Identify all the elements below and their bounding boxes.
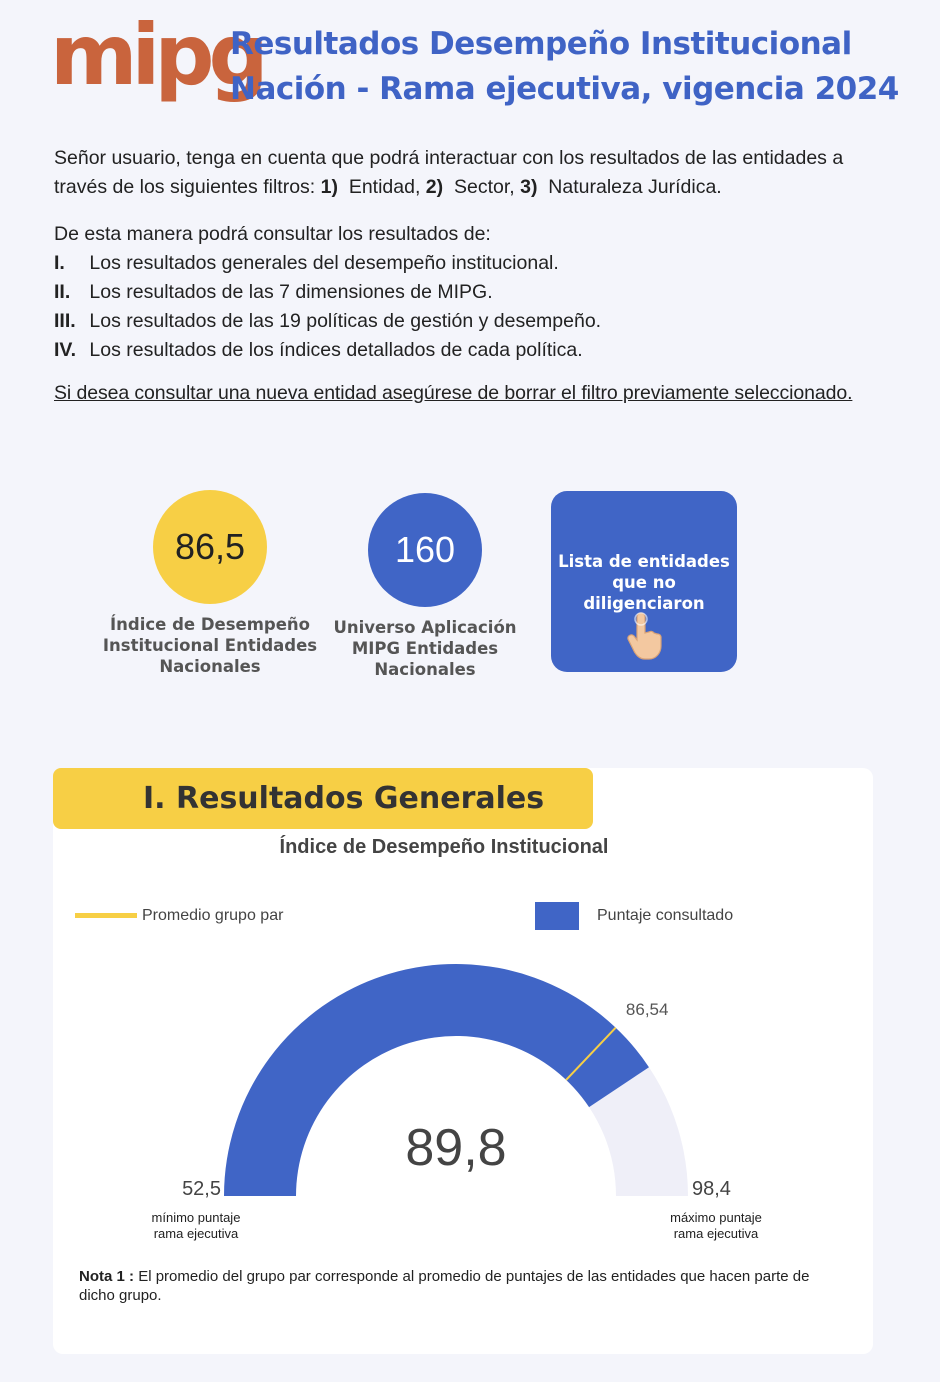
kpi-universe-label: Universo Aplicación MIPG Entidades Nacionales xyxy=(333,618,517,679)
svg-text:mipg: mipg xyxy=(50,6,263,104)
gauge-max-caption-2: rama ejecutiva xyxy=(673,1226,759,1241)
gauge-reference-label: 86,54 xyxy=(625,999,669,1019)
footnote: Nota 1 : El promedio del grupo par corresponde al promedio de puntajes de las entidades que hacen parte de dicho grupo. xyxy=(79,1268,810,1304)
page-title-line2: Nación - Rama ejecutiva, vigencia 2024 xyxy=(230,71,899,107)
gauge-max-label: 98,4 xyxy=(692,1178,731,1200)
legend-score: Puntaje consultado xyxy=(597,907,734,924)
gauge-min-caption-2: rama ejecutiva xyxy=(153,1226,239,1241)
missing-entities-label: Lista de entidades que no diligenciaron xyxy=(558,552,730,613)
list-item: IV. Los resultados de los índices detallados de cada política. xyxy=(54,339,583,361)
intro-paragraph-1: Señor usuario, tenga en cuenta que podrá interactuar con los resultados de las entidades a través de los siguientes filtros: 1) Entidad, 2) Sector, 3) Naturaleza Jurídica. xyxy=(54,147,844,198)
section-banner: I. Resultados Generales xyxy=(53,768,593,829)
filter-list: través de los siguientes filtros: 1) Entidad, 2) Sector, 3) Naturaleza Jurídica. xyxy=(54,176,722,198)
list-item: III. Los resultados de las 19 políticas de gestión y desempeño. xyxy=(54,310,602,332)
gauge-min-label: 52,5 xyxy=(182,1178,221,1200)
chart-title: Índice de Desempeño Institucional xyxy=(279,836,609,858)
intro-paragraph-2: De esta manera podrá consultar los resultados de: xyxy=(54,223,491,245)
kpi-index-label: Índice de Desempeño Institucional Entidades Nacionales xyxy=(102,615,318,676)
page-title-line1: Resultados Desempeño Institucional xyxy=(230,26,852,62)
filter-reset-note: Si desea consultar una nueva entidad asegúrese de borrar el filtro previamente seleccionado. xyxy=(54,382,853,404)
gauge-value-label: 89,8 xyxy=(405,1119,507,1177)
gauge-max-caption-1: máximo puntaje xyxy=(670,1210,762,1225)
gauge-min-caption-1: mínimo puntaje xyxy=(151,1210,241,1225)
list-item: II. Los resultados de las 7 dimensiones de MIPG. xyxy=(54,281,493,303)
legend-peer-average: Promedio grupo par xyxy=(142,907,284,924)
list-item: I. Los resultados generales del desempeño institucional. xyxy=(54,252,559,274)
kpi-index-value: 86,5 xyxy=(153,490,267,604)
kpi-universe-value: 160 xyxy=(368,493,482,607)
